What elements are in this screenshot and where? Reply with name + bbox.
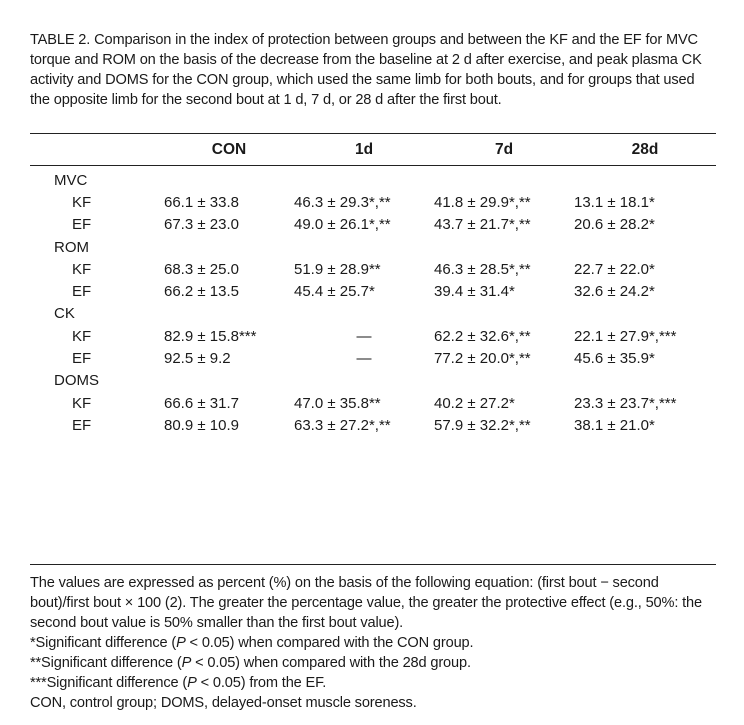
footnote: *Significant difference (P < 0.05) when compared with the CON group. [30, 635, 474, 651]
header-cell: 7d [494, 140, 514, 158]
footnote: ***Significant difference (P < 0.05) from the EF. [30, 675, 327, 691]
table-row [30, 214, 716, 236]
table-row [30, 414, 716, 436]
table-cell: 67.3 ± 23.0 [164, 216, 239, 234]
table-cell: 46.3 ± 29.3*,** [294, 193, 391, 211]
table-caption-text: Comparison in the index of protection between groups and between the KF and the EF for MVC torque and ROM on the basis of the decrease from the baseline at 2 d after exercise, and peak plasma CK activity and DOMS for the CON group, which used the same limb for both bouts, and for groups that used the opposite limb for the second bout at 1 d, 7 d, or 28 d after the first bout. [30, 32, 702, 108]
row-label: KF [72, 260, 92, 278]
row-label: KF [72, 394, 92, 412]
table-cell: 80.9 ± 10.9 [164, 416, 239, 434]
group-label: MVC [54, 171, 88, 189]
table-cell: 39.4 ± 31.4* [434, 283, 515, 301]
table-cell: 43.7 ± 21.7*,** [434, 216, 531, 234]
table-cell: 40.2 ± 27.2* [434, 394, 515, 412]
table-cell: 82.9 ± 15.8*** [164, 327, 257, 345]
group-label: CK [54, 305, 75, 323]
table-cell: 66.6 ± 31.7 [164, 394, 239, 412]
group-row [30, 165, 716, 191]
table-cell: 77.2 ± 20.0*,** [434, 350, 531, 368]
table-cell: 22.1 ± 27.9*,*** [574, 327, 677, 345]
row-label: EF [72, 216, 92, 234]
header-cell [30, 134, 164, 165]
row-label: EF [72, 283, 92, 301]
row-label: KF [72, 193, 92, 211]
table-row [30, 191, 716, 213]
header-cell: 28d [631, 140, 659, 158]
bottom-rule [30, 564, 716, 565]
row-label: KF [72, 327, 92, 345]
table-label: TABLE 2. [30, 32, 91, 48]
table-cell: 22.7 ± 22.0* [574, 260, 655, 278]
table-cell: 45.4 ± 25.7* [294, 283, 375, 301]
table-cell: 49.0 ± 26.1*,** [294, 216, 391, 234]
abbreviations-note: CON, control group; DOMS, delayed-onset muscle soreness. [30, 695, 417, 711]
group-row [30, 303, 716, 325]
table-cell: 20.6 ± 28.2* [574, 216, 655, 234]
table-row [30, 258, 716, 280]
table-cell: — [356, 327, 372, 345]
table-cell: 66.2 ± 13.5 [164, 283, 239, 301]
footnote: **Significant difference (P < 0.05) when compared with the 28d group. [30, 655, 471, 671]
table-cell: 23.3 ± 23.7*,*** [574, 394, 677, 412]
table-cell: 68.3 ± 25.0 [164, 260, 239, 278]
table-cell: — [356, 350, 372, 368]
table-cell: 41.8 ± 29.9*,** [434, 193, 531, 211]
header-cell: 1d [354, 140, 374, 158]
group-label: ROM [54, 238, 89, 256]
table-cell: 63.3 ± 27.2*,** [294, 416, 391, 434]
group-row [30, 236, 716, 258]
row-label: EF [72, 350, 92, 368]
table-cell: 32.6 ± 24.2* [574, 283, 655, 301]
table-cell: 51.9 ± 28.9** [294, 260, 381, 278]
table-cell: 46.3 ± 28.5*,** [434, 260, 531, 278]
table-cell: 13.1 ± 18.1* [574, 193, 655, 211]
table-row [30, 280, 716, 302]
data-table [30, 134, 716, 437]
table-cell: 47.0 ± 35.8** [294, 394, 381, 412]
table-cell: 57.9 ± 32.2*,** [434, 416, 531, 434]
equation-note: The values are expressed as percent (%) on the basis of the following equation: (first bout − second bout)/first bout × 100 (2). The greater the percentage value, the greater the protective effect (e.g., 50%: the second bout value is 50% smaller than the first bout value). [30, 575, 702, 631]
table-cell: 62.2 ± 32.6*,** [434, 327, 531, 345]
row-label: EF [72, 416, 92, 434]
group-label: DOMS [54, 372, 99, 390]
header-cell: CON [211, 140, 247, 158]
group-row [30, 370, 716, 392]
table-row [30, 392, 716, 414]
table-caption [30, 30, 716, 110]
table-row [30, 325, 716, 347]
table-notes [30, 573, 716, 713]
table-cell: 38.1 ± 21.0* [574, 416, 655, 434]
header-row [30, 134, 716, 165]
table-row [30, 347, 716, 369]
table-cell: 45.6 ± 35.9* [574, 350, 655, 368]
table-cell: 92.5 ± 9.2 [164, 350, 231, 368]
table-cell: 66.1 ± 33.8 [164, 193, 239, 211]
